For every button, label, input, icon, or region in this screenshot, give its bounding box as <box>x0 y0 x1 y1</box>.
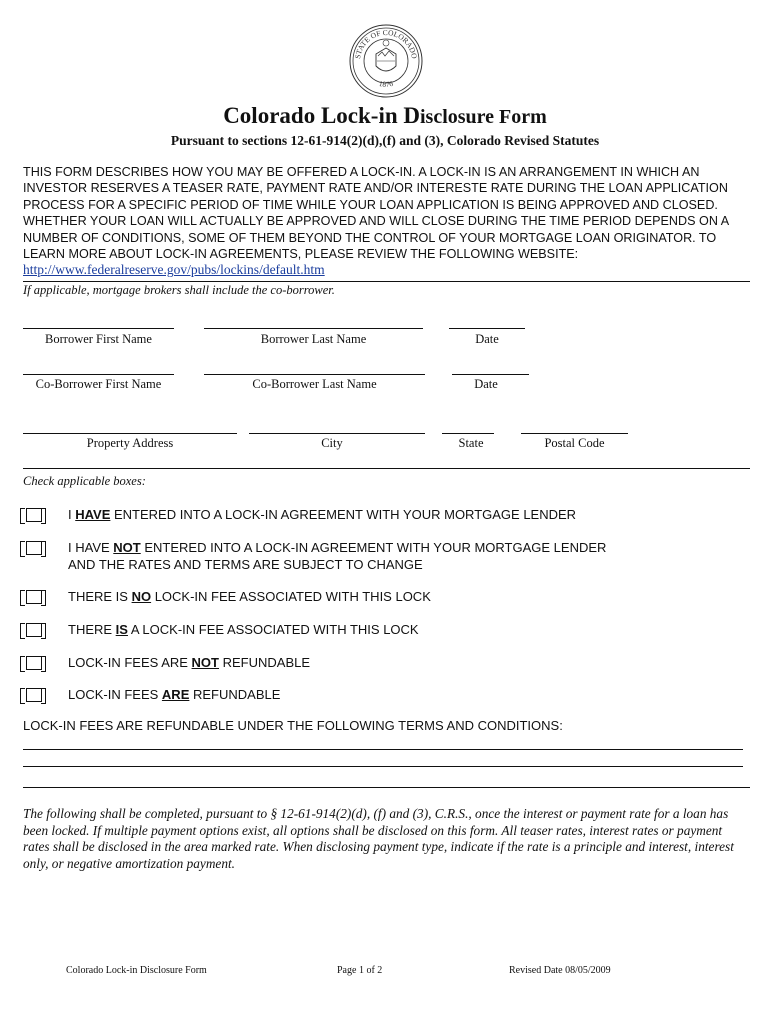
colorado-state-seal <box>349 24 423 98</box>
state-field[interactable] <box>442 433 494 434</box>
seal-top-text: STATE OF COLORADO <box>353 27 419 60</box>
checkbox-label-emphasis: HAVE <box>75 507 111 522</box>
borrower-last-name-label: Borrower Last Name <box>260 332 367 346</box>
borrower-date-label: Date <box>475 332 499 346</box>
checkbox-label-emphasis: IS <box>115 622 128 637</box>
section-divider <box>23 787 750 788</box>
section-divider <box>23 468 750 469</box>
checkbox-is-fee[interactable] <box>20 623 46 637</box>
checkbox-label-line2: AND THE RATES AND TERMS ARE SUBJECT TO CHANGE <box>68 556 423 572</box>
checkbox-label-suffix: A LOCK-IN FEE ASSOCIATED WITH THIS LOCK <box>127 622 419 637</box>
refund-terms-line-1[interactable] <box>23 749 743 750</box>
section-divider <box>23 281 750 282</box>
checkbox-label-suffix: ENTERED INTO A LOCK-IN AGREEMENT WITH YOUR MORTGAGE LENDER <box>140 540 607 555</box>
title-main: Colorado Lock-in D <box>223 103 420 128</box>
checkbox-label-prefix: I HAVE <box>68 540 114 555</box>
checkbox-label-prefix: THERE IS <box>68 589 132 604</box>
borrower-date-field[interactable] <box>449 328 525 329</box>
refund-terms-line-2[interactable] <box>23 766 743 767</box>
checkbox-label-emphasis: NO <box>131 589 152 604</box>
postal-code-field[interactable] <box>521 433 628 434</box>
state-label: State <box>458 436 484 450</box>
title-small: isclosure Form <box>419 106 547 128</box>
checkboxes-heading: Check applicable boxes: <box>23 474 146 488</box>
checkbox-label-emphasis: ARE <box>161 687 190 702</box>
checkbox-not-refundable[interactable] <box>20 656 46 670</box>
borrower-first-name-field[interactable] <box>23 328 174 329</box>
checkbox-label-emphasis: NOT <box>113 540 141 555</box>
form-subtitle: Pursuant to sections 12-61-914(2)(d),(f) and (3), Colorado Revised Statutes <box>170 133 600 148</box>
checkbox-no-fee[interactable] <box>20 590 46 604</box>
property-address-field[interactable] <box>23 433 237 434</box>
checkbox-label-suffix: REFUNDABLE <box>219 655 311 670</box>
checkbox-label-emphasis: NOT <box>191 655 219 670</box>
coborrower-first-name-field[interactable] <box>23 374 174 375</box>
postal-code-label: Postal Code <box>544 436 605 450</box>
city-label: City <box>321 436 343 450</box>
checkbox-have-lockin[interactable] <box>20 508 46 522</box>
intro-paragraph <box>23 164 753 279</box>
footer-revised-date: Revised Date 08/05/2009 <box>509 965 611 976</box>
borrower-first-name-label: Borrower First Name <box>45 332 152 346</box>
coborrower-first-name-label: Co-Borrower First Name <box>35 377 162 391</box>
refund-terms-heading: LOCK-IN FEES ARE REFUNDABLE UNDER THE FOLLOWING TERMS AND CONDITIONS: <box>23 718 563 733</box>
checkbox-label-prefix: LOCK-IN FEES ARE <box>68 655 192 670</box>
checkbox-label-suffix: REFUNDABLE <box>189 687 281 702</box>
checkbox-label-prefix: LOCK-IN FEES <box>68 687 162 702</box>
form-title <box>0 103 770 129</box>
seal-year: 1876 <box>378 78 394 89</box>
footer-form-name: Colorado Lock-in Disclosure Form <box>66 965 207 976</box>
coborrower-date-label: Date <box>474 377 498 391</box>
checkbox-label-suffix: ENTERED INTO A LOCK-IN AGREEMENT WITH YOUR MORTGAGE LENDER <box>110 507 577 522</box>
borrower-last-name-field[interactable] <box>204 328 423 329</box>
intro-text: THIS FORM DESCRIBES HOW YOU MAY BE OFFERED A LOCK-IN. A LOCK-IN IS AN ARRANGEMENT IN WHICH AN INVESTOR RESERVES A TEASER RATE, PAYMENT RATE AND/OR INTERESTE RATE DURING THE LOAN APPLICATION PROCESS FOR A SPECIFIC PERIOD OF TIME WHILE YOUR LOAN APPLICATION IS BEING APPROVED AND CLOSED. WHETHER YOUR LOAN WILL ACTUALLY BE APPROVED AND WILL CLOSE DURING THE TIME PERIOD DEPENDS ON A NUMBER OF CONDITIONS, SOME OF THEM BEYOND THE CONTROL OF YOUR MORTGAGE LOAN ORIGINATOR. TO LEARN MORE ABOUT LOCK-IN AGREEMENTS, PLEASE REVIEW THE FOLLOWING WEBSITE: <box>23 165 729 262</box>
checkbox-label-prefix: I <box>68 507 76 522</box>
coborrower-note: If applicable, mortgage brokers shall include the co-borrower. <box>23 283 335 297</box>
property-address-label: Property Address <box>86 436 174 450</box>
federal-reserve-link[interactable]: http://www.federalreserve.gov/pubs/lockins/default.htm <box>23 262 325 278</box>
footer-page-number: Page 1 of 2 <box>337 965 383 976</box>
coborrower-date-field[interactable] <box>452 374 529 375</box>
checkbox-label-suffix: LOCK-IN FEE ASSOCIATED WITH THIS LOCK <box>151 589 431 604</box>
coborrower-last-name-field[interactable] <box>204 374 425 375</box>
city-field[interactable] <box>249 433 425 434</box>
checkbox-label-prefix: THERE <box>68 622 116 637</box>
checkbox-not-lockin[interactable] <box>20 541 46 555</box>
coborrower-last-name-label: Co-Borrower Last Name <box>252 377 377 391</box>
checkbox-refundable[interactable] <box>20 688 46 702</box>
svg-text:1876 <box>378 79 394 89</box>
completion-instructions: The following shall be completed, pursuant to § 12-61-914(2)(d), (f) and (3), C.R.S., once the interest or payment rate for a loan has been locked. If multiple payment options exist, all options shall be disclosed on this form. All teaser rates, interest rates or payment rates shall be disclosed in the area marked rate. When disclosing payment type, indicate if the rate is a principle and interest, interest only, or negative amortization payment. <box>23 806 734 871</box>
